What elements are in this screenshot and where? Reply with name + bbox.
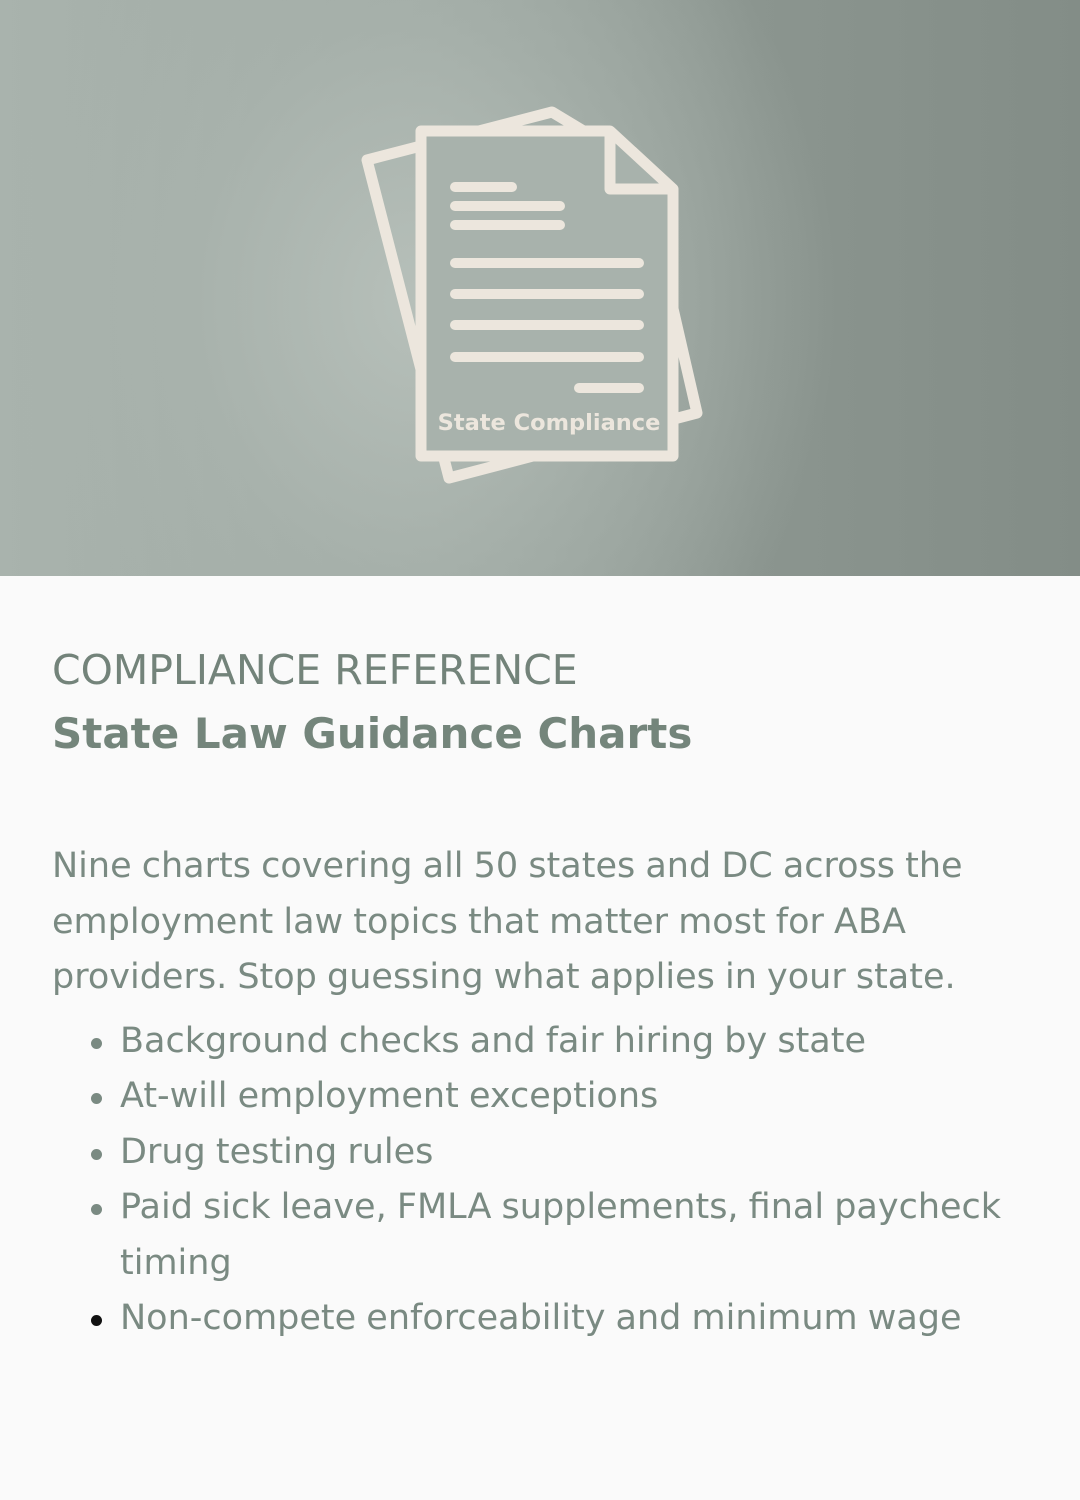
bullet-icon	[91, 1093, 102, 1104]
bullet-icon	[91, 1149, 102, 1160]
list-item-text: Drug testing rules	[120, 1131, 434, 1172]
product-description: Nine charts covering all 50 states and DC across the employment law topics that matter most for ABA providers. Stop guessing what applies in your state.	[52, 846, 963, 997]
eyebrow-label: COMPLIANCE REFERENCE	[52, 646, 578, 694]
bullet-icon	[91, 1204, 102, 1215]
list-item-text: Paid sick leave, FMLA supplements, final paycheck timing	[120, 1187, 1002, 1283]
list-item	[52, 1180, 1042, 1291]
product-title: State Law Guidance Charts	[52, 709, 693, 758]
list-item-text: Non-compete enforceability and minimum wage	[120, 1298, 962, 1338]
card-content	[52, 640, 1042, 1347]
list-item	[52, 1069, 1042, 1125]
list-item	[52, 1125, 1042, 1181]
bullet-icon	[91, 1315, 102, 1326]
list-item-text: At-will employment exceptions	[120, 1076, 659, 1116]
illustration-label: State Compliance	[437, 410, 661, 436]
feature-list	[52, 1014, 1042, 1347]
document-stack-icon	[0, 0, 1080, 576]
hero-banner	[0, 0, 1080, 576]
list-item	[52, 1291, 1042, 1347]
list-item	[52, 1014, 1042, 1070]
list-item-text: Background checks and fair hiring by state	[120, 1020, 867, 1061]
bullet-icon	[91, 1038, 102, 1049]
